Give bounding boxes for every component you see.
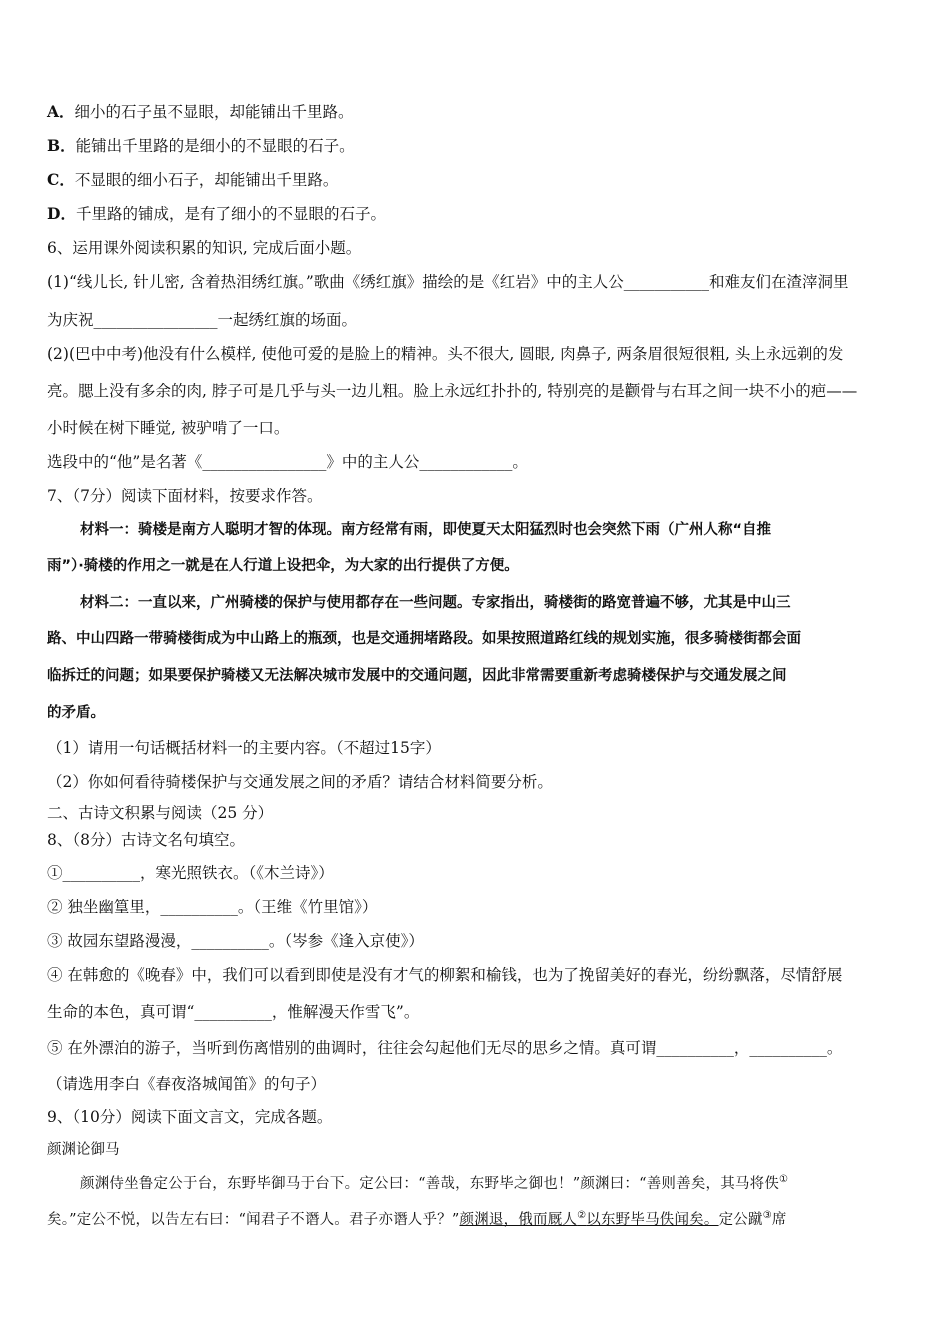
q8-stem: 8、（8分）古诗文名句填空。 <box>47 831 245 849</box>
footnote-2: ② <box>577 1210 587 1222</box>
q8-item5-line1: ⑤ 在外漂泊的游子，当听到伤离惜别的曲调时，往往会勾起他们无尽的思乡之情。真可谓__________，__________。 <box>47 1039 843 1057</box>
q5-option-b: B．能铺出千里路的是细小的不显眼的石子。 <box>47 136 355 155</box>
q8-item3: ③ 故园东望路漫漫，__________。（岑参《逢入京使》） <box>47 932 424 950</box>
q5-option-c: C．不显眼的细小石子，却能铺出千里路。 <box>47 170 339 189</box>
q8-item1: ①__________，寒光照铁衣。（《木兰诗》） <box>47 864 334 882</box>
q8-item4-line2: 生命的本色，真可谓“__________，惟解漫天作雪飞”。 <box>47 1003 420 1021</box>
footnote-3: ③ <box>762 1210 772 1222</box>
footnote-1: ① <box>779 1174 789 1186</box>
q7-stem: 7、（7分）阅读下面材料，按要求作答。 <box>47 487 323 505</box>
q5-option-a: A．细小的石子虽不显眼，却能铺出千里路。 <box>47 102 354 121</box>
q6-part1-line2: 为庆祝________________一起绣红旗的场面。 <box>47 311 358 329</box>
section2-heading: 二、古诗文积累与阅读（25 分） <box>47 804 274 822</box>
q6-part2-line2: 亮。腮上没有多余的肉, 脖子可是几乎与头一边儿粗。脸上永远红扑扑的, 特别亮的是颧骨与右耳之间一块不小的疤—— <box>47 382 858 400</box>
q7-material2-line1: 材料二：一直以来，广州骑楼的保护与使用都存在一些问题。专家指出，骑楼街的路宽普遍不够，尤其是中山三 <box>80 595 791 611</box>
q9-passage-title: 颜渊论御马 <box>47 1142 120 1158</box>
q7-material1-line2: 雨”）·骑楼的作用之一就是在人行道上设把伞，为大家的出行提供了方便。 <box>47 558 519 574</box>
q6-stem: 6、运用课外阅读积累的知识, 完成后面小题。 <box>47 239 362 257</box>
q6-part2-line3: 小时候在树下睡觉, 被驴啃了一口。 <box>47 419 290 437</box>
q8-item2: ② 独坐幽篁里，__________。（王维《竹里馆》） <box>47 898 378 916</box>
underlined-sentence: 颜渊退，俄而厩人②以东野毕马佚闻矣。 <box>459 1210 719 1228</box>
q9-passage-line2: 矣。”定公不悦，以告左右曰：“闻君子不谮人。君子亦谮人乎？”颜渊退，俄而厩人②以东野毕马佚闻矣。定公蹴③席 <box>47 1210 787 1228</box>
q7-material2-line2: 路、中山四路一带骑楼街成为中山路上的瓶颈，也是交通拥堵路段。如果按照道路红线的规划实施，很多骑楼街都会面 <box>47 631 801 647</box>
q7-material2-line3: 临拆迁的问题；如果要保护骑楼又无法解决城市发展中的交通问题，因此非常需要重新考虑骑楼保护与交通发展之间 <box>47 668 787 684</box>
q7-sub2: （2）你如何看待骑楼保护与交通发展之间的矛盾？请结合材料简要分析。 <box>47 773 553 791</box>
q5-option-d: D．千里路的铺成，是有了细小的不显眼的石子。 <box>47 204 386 223</box>
q9-passage-line1: 颜渊侍坐鲁定公于台，东野毕御马于台下。定公曰：“善哉，东野毕之御也！”颜渊曰：“善则善矣，其马将佚① <box>80 1174 789 1192</box>
q6-part2-line4: 选段中的“他”是名著《________________》中的主人公____________。 <box>47 453 528 471</box>
q8-item4-line1: ④ 在韩愈的《晚春》中，我们可以看到即使是没有才气的柳絮和榆钱，也为了挽留美好的春光，纷纷飘落，尽情舒展 <box>47 966 843 984</box>
q7-sub1: （1）请用一句话概括材料一的主要内容。（不超过15字） <box>47 739 441 757</box>
q7-material2-line4: 的矛盾。 <box>47 705 105 721</box>
q6-part1-line1: (1)“线儿长, 针儿密, 含着热泪绣红旗。”歌曲《绣红旗》描绘的是《红岩》中的主人公___________和难友们在渣滓洞里 <box>47 273 849 291</box>
q7-material1-line1: 材料一：骑楼是南方人聪明才智的体现。南方经常有雨，即使夏天太阳猛烈时也会突然下雨（广州人称“自推 <box>80 522 772 538</box>
q9-stem: 9、（10分）阅读下面文言文，完成各题。 <box>47 1108 333 1126</box>
q8-item5-line2: （请选用李白《春夜洛城闻笛》的句子） <box>47 1075 327 1093</box>
q6-part2-line1: (2)(巴中中考)他没有什么模样, 使他可爱的是脸上的精神。头不很大, 圆眼, 肉鼻子, 两条眉很短很粗, 头上永远剃的发 <box>47 345 844 363</box>
